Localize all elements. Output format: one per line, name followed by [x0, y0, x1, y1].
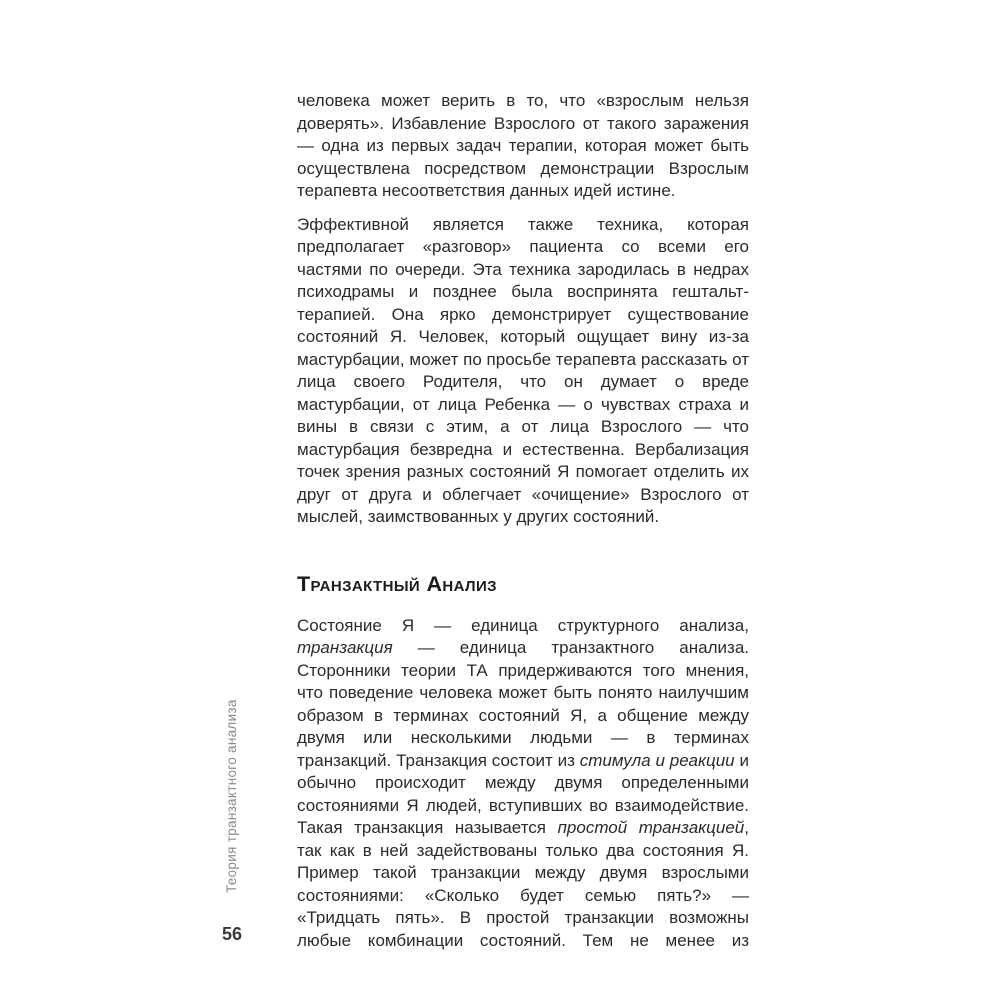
- emphasis-text: простой транзакцией: [557, 818, 745, 837]
- paragraph: [297, 615, 749, 953]
- paragraphs-bottom: [297, 615, 749, 953]
- section-heading: Транзактный Анализ: [297, 571, 497, 596]
- page-number: 56: [222, 924, 243, 944]
- body-text: человека может верить в то, что «взрослым нельзя доверять». Избавление Взрослого от такого заражения — одна из первых задач терапии, которая может быть осуществлена посредством демонстрации Взрослым терапевта несоответствия данных идей истине.: [297, 91, 749, 200]
- paragraphs-top: [297, 90, 749, 529]
- paragraph: [297, 214, 749, 529]
- text-block: [297, 90, 749, 963]
- paragraph: [297, 90, 749, 203]
- running-title-vertical: Теория транзактного анализа: [224, 699, 239, 893]
- body-text: Состояние Я — единица структурного анализа,: [297, 615, 749, 635]
- body-text: и обычно происходит между двумя определенными состояниями Я людей, вступивших во взаимодействие. Такая транзакция называется: [297, 750, 749, 837]
- emphasis-text: стимула и реакции: [579, 750, 735, 770]
- body-text: , так как в ней задействованы только два состояния Я. Пример такой транзакции между двумя взрослыми состояниями: «Сколько будет семью пять?» — «Тридцать пять». В простой транзакции возможны любые комбинации состояний. Тем не менее из: [297, 818, 749, 950]
- body-text: Эффективной является также техника, которая предполагает «разговор» пациента со всеми его частями по очереди. Эта техника зародилась в недрах психодрамы и позднее была воспринята гештальт-терапией. Она ярко демонстрирует существование состояний Я. Человек, который ощущает вину из-за мастурбации, может по просьбе терапевта рассказать от лица своего Родителя, что он думает о вреде мастурбации, от лица Ребенка — о чувствах страха и вины в связи с этим, а от лица Взрослого — что мастурбация безвредна и естественна. Вербализация точек зрения разных состояний Я помогает отделить их друг от друга и облегчает «очищение» Взрослого от мыслей, заимствованных у других состояний.: [297, 214, 749, 526]
- body-text: — единица транзактного анализа. Сторонники теории ТА придерживаются того мнения, что поведение человека может быть понято наилучшим образом в терминах состояний Я, а общение между двумя или несколькими людьми — в терминах транзакций. Транзакция состоит из: [297, 638, 749, 770]
- emphasis-text: транзакция: [297, 638, 393, 657]
